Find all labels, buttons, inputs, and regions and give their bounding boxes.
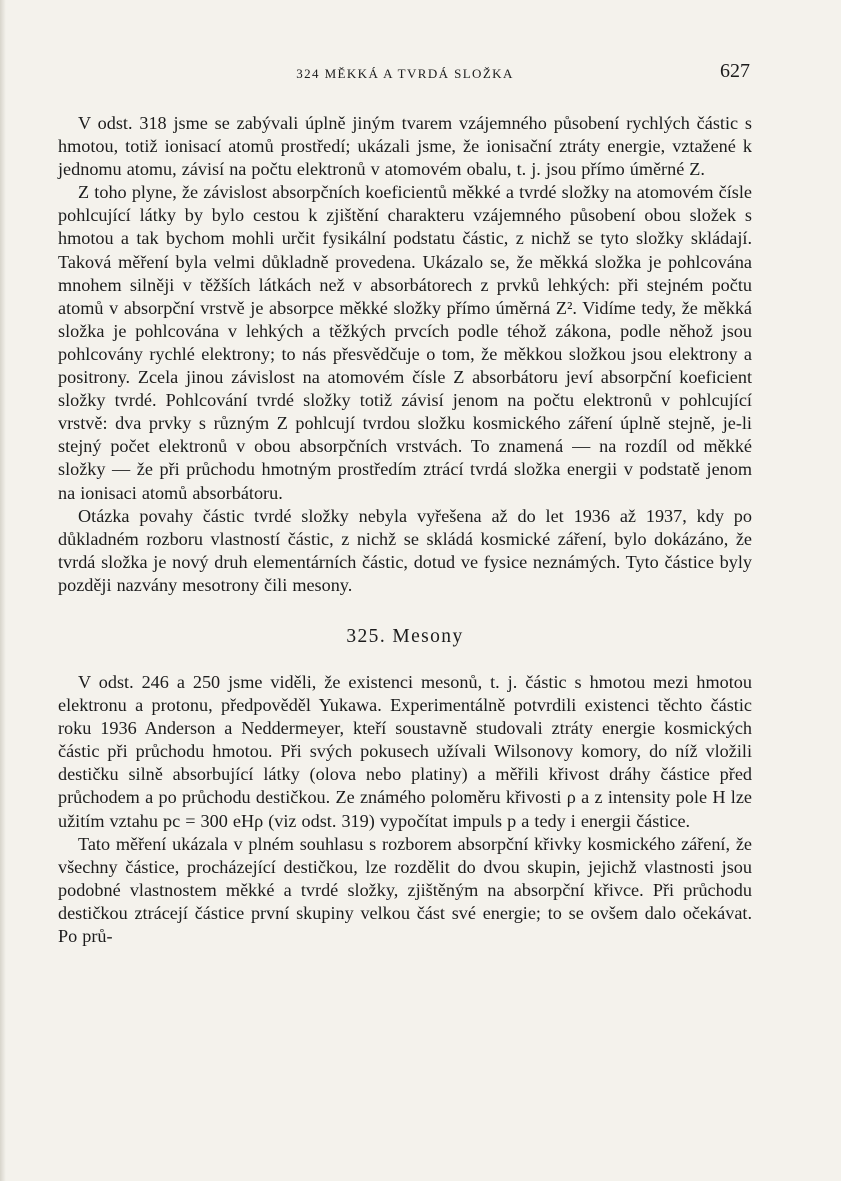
page-edge-shadow bbox=[0, 0, 6, 1181]
section-heading-mesons: 325. Mesony bbox=[346, 625, 464, 647]
paragraph-meson-discovery: V odst. 246 a 250 jsme viděli, že existenci mesonů, t. j. částic s hmotou mezi hmotou elektronu a protonu, předpověděl Yukawa. Experimentálně potvrdili existenci těchto částic roku 1936 Anderson a Neddermeyer, kteří soustavně studovali ztráty energie kosmických částic při průchodu hmotou. Při svých pokusech užívali Wilsonovy komory, do níž vložili destičku silně absorbující látky (olova nebo platiny) a měřili křivost dráhy částice před průchodem a po průchodu destičkou. Ze známého poloměru křivosti ρ a z intensity pole H lze užitím vztahu pc = 300 eHρ (viz odst. 319) vypočítat impuls p a tedy i energii částice. bbox=[58, 671, 752, 831]
paragraph-ionisation: V odst. 318 jsme se zabývali úplně jiným tvarem vzájemného působení rychlých částic s hmotou, totiž ionisací atomů prostředí; ukázali jsme, že ionisační ztráty energie, vztažené k jednomu atomu, závisí na počtu elektronů v atomovém obalu, t. j. jsou přímo úměrné Z. bbox=[58, 113, 752, 180]
page-number: 627 bbox=[720, 60, 750, 82]
paragraph-absorption-dependence: Z toho plyne, že závislost absorpčních koeficientů měkké a tvrdé složky na atomovém čísle pohlcující látky by bylo cestou k zjištění charakteru vzájemného působení obou složek s hmotou a tak bychom mohli určit fysikální podstatu částic, z nichž se tyto složky skládají. Taková měření byla velmi důkladně provedena. Ukázalo se, že měkká složka je pohlcována mnohem silněji v těžších látkách než v absorbátorech z prvků lehkých: při stejném počtu atomů v absorpční vrstvě je absorpce měkké složky přímo úměrná Z². Vidíme tedy, že měkká složka je pohlcována v lehkých a těžkých prvcích podle téhož zákona, podle něhož jsou pohlcovány rychlé elektrony; to nás přesvědčuje o tom, že měkkou složkou jsou elektrony a positrony. Zcela jinou závislost na atomovém čísle Z absorbátoru jeví absorpční koeficient složky tvrdé. Pohlcování tvrdé složky totiž závisí jenom na počtu elektronů v pohlcující vrstvě: dva prvky s různým Z pohlcují tvrdou složku kosmického záření úplně stejně, je-li stejný počet elektronů v obou absorpčních vrstvách. To znamená — na rozdíl od měkké složky — že při průchodu hmotným prostředím ztrácí tvrdá složka energii v podstatě jenom na ionisaci atomů absorbátoru. bbox=[58, 182, 752, 503]
paragraph-hard-component-nature: Otázka povahy částic tvrdé složky nebyla vyřešena až do let 1936 až 1937, kdy po důkladném rozboru vlastností částic, z nichž se skládá kosmické záření, bylo dokázáno, že tvrdá složka je nový druh elementárních částic, dotud ve fysice neznámých. Tyto částice byly později nazvány mesotrony čili mesony. bbox=[58, 505, 752, 595]
page-body bbox=[58, 112, 752, 948]
paragraph-measurement-results: Tato měření ukázala v plném souhlasu s rozborem absorpční křivky kosmického záření, že všechny částice, procházející destičkou, lze rozdělit do dvou skupin, jejichž vlastnosti jsou podobné vlastnostem měkké a tvrdé složky, zjištěným na absorpční křivce. Při průchodu destičkou ztrácejí částice první skupiny velkou část své energie; to se ovšem dalo očekávat. Po prů- bbox=[58, 833, 752, 946]
page-header bbox=[58, 60, 752, 90]
running-head: 324 MĚKKÁ A TVRDÁ SLOŽKA bbox=[296, 66, 514, 81]
